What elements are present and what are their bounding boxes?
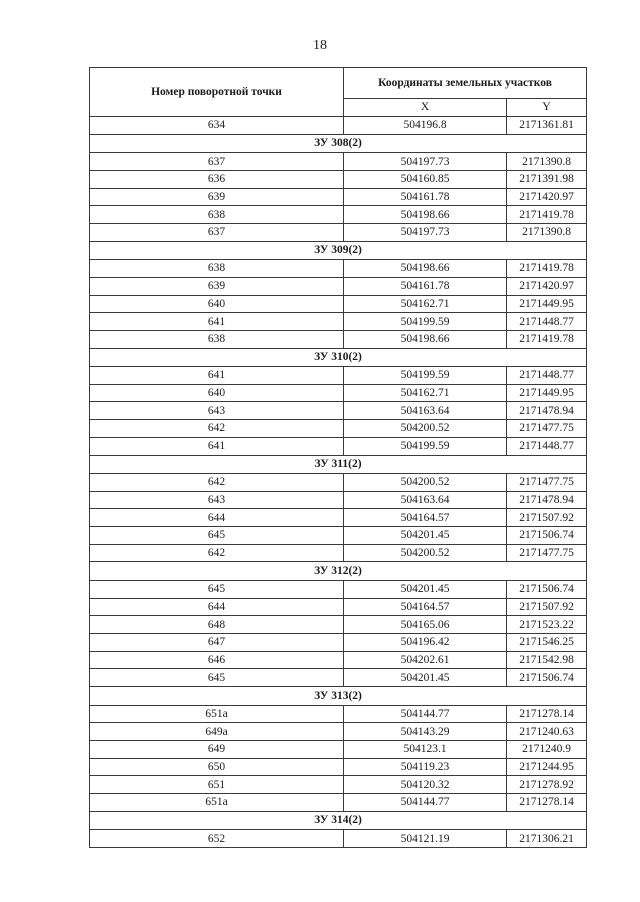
x-coordinate-cell: 504144.77 <box>344 705 507 723</box>
y-coordinate-cell: 2171420.97 <box>507 188 587 206</box>
table-row <box>90 206 587 224</box>
group-row <box>90 687 587 706</box>
y-coordinate-cell: 2171477.75 <box>507 544 587 562</box>
table-row <box>90 384 587 402</box>
y-coordinate-cell: 2171244.95 <box>507 758 587 776</box>
x-coordinate-cell: 504164.57 <box>344 598 507 616</box>
group-row <box>90 455 587 474</box>
point-number-cell: 645 <box>90 669 344 687</box>
table-row <box>90 420 587 438</box>
group-row <box>90 811 587 830</box>
table-row <box>90 474 587 492</box>
header-y: Y <box>507 98 587 116</box>
x-coordinate-cell: 504200.52 <box>344 544 507 562</box>
y-coordinate-cell: 2171449.95 <box>507 384 587 402</box>
y-coordinate-cell: 2171390.8 <box>507 223 587 241</box>
x-coordinate-cell: 504161.78 <box>344 188 507 206</box>
y-coordinate-cell: 2171448.77 <box>507 437 587 455</box>
table-row <box>90 437 587 455</box>
point-number-cell: 634 <box>90 117 344 135</box>
x-coordinate-cell: 504164.57 <box>344 509 507 527</box>
group-label: ЗУ 310(2) <box>90 348 587 367</box>
table-row <box>90 651 587 669</box>
header-point-number: Номер поворотной точки <box>90 68 344 117</box>
point-number-cell: 651 <box>90 776 344 794</box>
point-number-cell: 641 <box>90 437 344 455</box>
table-row <box>90 402 587 420</box>
y-coordinate-cell: 2171419.78 <box>507 260 587 278</box>
x-coordinate-cell: 504197.73 <box>344 223 507 241</box>
group-label: ЗУ 309(2) <box>90 241 587 260</box>
point-number-cell: 645 <box>90 527 344 545</box>
y-coordinate-cell: 2171240.9 <box>507 740 587 758</box>
table-row <box>90 277 587 295</box>
y-coordinate-cell: 2171506.74 <box>507 580 587 598</box>
table-row <box>90 153 587 171</box>
table-row <box>90 367 587 385</box>
table-row <box>90 544 587 562</box>
header-coordinates: Координаты земельных участков <box>344 68 587 99</box>
point-number-cell: 642 <box>90 544 344 562</box>
y-coordinate-cell: 2171542.98 <box>507 651 587 669</box>
y-coordinate-cell: 2171477.75 <box>507 420 587 438</box>
point-number-cell: 651а <box>90 705 344 723</box>
y-coordinate-cell: 2171478.94 <box>507 402 587 420</box>
y-coordinate-cell: 2171419.78 <box>507 330 587 348</box>
point-number-cell: 646 <box>90 651 344 669</box>
point-number-cell: 637 <box>90 223 344 241</box>
x-coordinate-cell: 504165.06 <box>344 616 507 634</box>
point-number-cell: 649 <box>90 740 344 758</box>
table-row <box>90 580 587 598</box>
x-coordinate-cell: 504163.64 <box>344 402 507 420</box>
x-coordinate-cell: 504120.32 <box>344 776 507 794</box>
table-row <box>90 830 587 848</box>
x-coordinate-cell: 504198.66 <box>344 330 507 348</box>
x-coordinate-cell: 504196.42 <box>344 634 507 652</box>
table-row <box>90 223 587 241</box>
x-coordinate-cell: 504143.29 <box>344 723 507 741</box>
point-number-cell: 644 <box>90 509 344 527</box>
x-coordinate-cell: 504123.1 <box>344 740 507 758</box>
table-header <box>90 68 587 117</box>
table-row <box>90 794 587 812</box>
x-coordinate-cell: 504161.78 <box>344 277 507 295</box>
point-number-cell: 649а <box>90 723 344 741</box>
point-number-cell: 641 <box>90 367 344 385</box>
x-coordinate-cell: 504200.52 <box>344 474 507 492</box>
y-coordinate-cell: 2171507.92 <box>507 598 587 616</box>
point-number-cell: 645 <box>90 580 344 598</box>
table-body <box>90 117 587 848</box>
table-row <box>90 509 587 527</box>
point-number-cell: 648 <box>90 616 344 634</box>
page-number: 18 <box>313 38 327 53</box>
point-number-cell: 639 <box>90 277 344 295</box>
point-number-cell: 640 <box>90 384 344 402</box>
y-coordinate-cell: 2171391.98 <box>507 170 587 188</box>
table-row <box>90 313 587 331</box>
point-number-cell: 643 <box>90 402 344 420</box>
y-coordinate-cell: 2171419.78 <box>507 206 587 224</box>
x-coordinate-cell: 504199.59 <box>344 313 507 331</box>
x-coordinate-cell: 504162.71 <box>344 295 507 313</box>
y-coordinate-cell: 2171478.94 <box>507 491 587 509</box>
group-row <box>90 348 587 367</box>
point-number-cell: 642 <box>90 474 344 492</box>
y-coordinate-cell: 2171448.77 <box>507 313 587 331</box>
point-number-cell: 637 <box>90 153 344 171</box>
y-coordinate-cell: 2171278.14 <box>507 705 587 723</box>
table-row <box>90 598 587 616</box>
x-coordinate-cell: 504201.45 <box>344 580 507 598</box>
point-number-cell: 638 <box>90 260 344 278</box>
group-label: ЗУ 314(2) <box>90 811 587 830</box>
point-number-cell: 640 <box>90 295 344 313</box>
header-x: X <box>344 98 507 116</box>
coordinates-table <box>89 67 587 848</box>
y-coordinate-cell: 2171523.22 <box>507 616 587 634</box>
point-number-cell: 650 <box>90 758 344 776</box>
table-row <box>90 669 587 687</box>
table-row <box>90 723 587 741</box>
table-row <box>90 170 587 188</box>
x-coordinate-cell: 504119.23 <box>344 758 507 776</box>
group-label: ЗУ 312(2) <box>90 562 587 581</box>
table-row <box>90 117 587 135</box>
group-row <box>90 134 587 153</box>
y-coordinate-cell: 2171240.63 <box>507 723 587 741</box>
table-row <box>90 740 587 758</box>
point-number-cell: 636 <box>90 170 344 188</box>
y-coordinate-cell: 2171420.97 <box>507 277 587 295</box>
table-row <box>90 491 587 509</box>
x-coordinate-cell: 504196.8 <box>344 117 507 135</box>
y-coordinate-cell: 2171278.14 <box>507 794 587 812</box>
y-coordinate-cell: 2171278.92 <box>507 776 587 794</box>
table-row <box>90 758 587 776</box>
y-coordinate-cell: 2171506.74 <box>507 669 587 687</box>
x-coordinate-cell: 504197.73 <box>344 153 507 171</box>
x-coordinate-cell: 504163.64 <box>344 491 507 509</box>
y-coordinate-cell: 2171306.21 <box>507 830 587 848</box>
point-number-cell: 642 <box>90 420 344 438</box>
group-row <box>90 241 587 260</box>
table-row <box>90 527 587 545</box>
y-coordinate-cell: 2171506.74 <box>507 527 587 545</box>
point-number-cell: 638 <box>90 330 344 348</box>
x-coordinate-cell: 504199.59 <box>344 437 507 455</box>
table-row <box>90 260 587 278</box>
table-row <box>90 616 587 634</box>
x-coordinate-cell: 504162.71 <box>344 384 507 402</box>
y-coordinate-cell: 2171390.8 <box>507 153 587 171</box>
point-number-cell: 641 <box>90 313 344 331</box>
group-row <box>90 562 587 581</box>
point-number-cell: 647 <box>90 634 344 652</box>
table-row <box>90 295 587 313</box>
x-coordinate-cell: 504201.45 <box>344 527 507 545</box>
point-number-cell: 643 <box>90 491 344 509</box>
x-coordinate-cell: 504200.52 <box>344 420 507 438</box>
point-number-cell: 639 <box>90 188 344 206</box>
y-coordinate-cell: 2171477.75 <box>507 474 587 492</box>
group-label: ЗУ 313(2) <box>90 687 587 706</box>
table-row <box>90 776 587 794</box>
x-coordinate-cell: 504160.85 <box>344 170 507 188</box>
table-row <box>90 330 587 348</box>
x-coordinate-cell: 504199.59 <box>344 367 507 385</box>
y-coordinate-cell: 2171448.77 <box>507 367 587 385</box>
x-coordinate-cell: 504144.77 <box>344 794 507 812</box>
point-number-cell: 644 <box>90 598 344 616</box>
group-label: ЗУ 308(2) <box>90 134 587 153</box>
group-label: ЗУ 311(2) <box>90 455 587 474</box>
y-coordinate-cell: 2171361.81 <box>507 117 587 135</box>
x-coordinate-cell: 504121.19 <box>344 830 507 848</box>
y-coordinate-cell: 2171449.95 <box>507 295 587 313</box>
x-coordinate-cell: 504198.66 <box>344 260 507 278</box>
y-coordinate-cell: 2171546.25 <box>507 634 587 652</box>
x-coordinate-cell: 504202.61 <box>344 651 507 669</box>
table-row <box>90 705 587 723</box>
point-number-cell: 651а <box>90 794 344 812</box>
x-coordinate-cell: 504198.66 <box>344 206 507 224</box>
table-row <box>90 188 587 206</box>
point-number-cell: 638 <box>90 206 344 224</box>
y-coordinate-cell: 2171507.92 <box>507 509 587 527</box>
point-number-cell: 652 <box>90 830 344 848</box>
table-row <box>90 634 587 652</box>
x-coordinate-cell: 504201.45 <box>344 669 507 687</box>
